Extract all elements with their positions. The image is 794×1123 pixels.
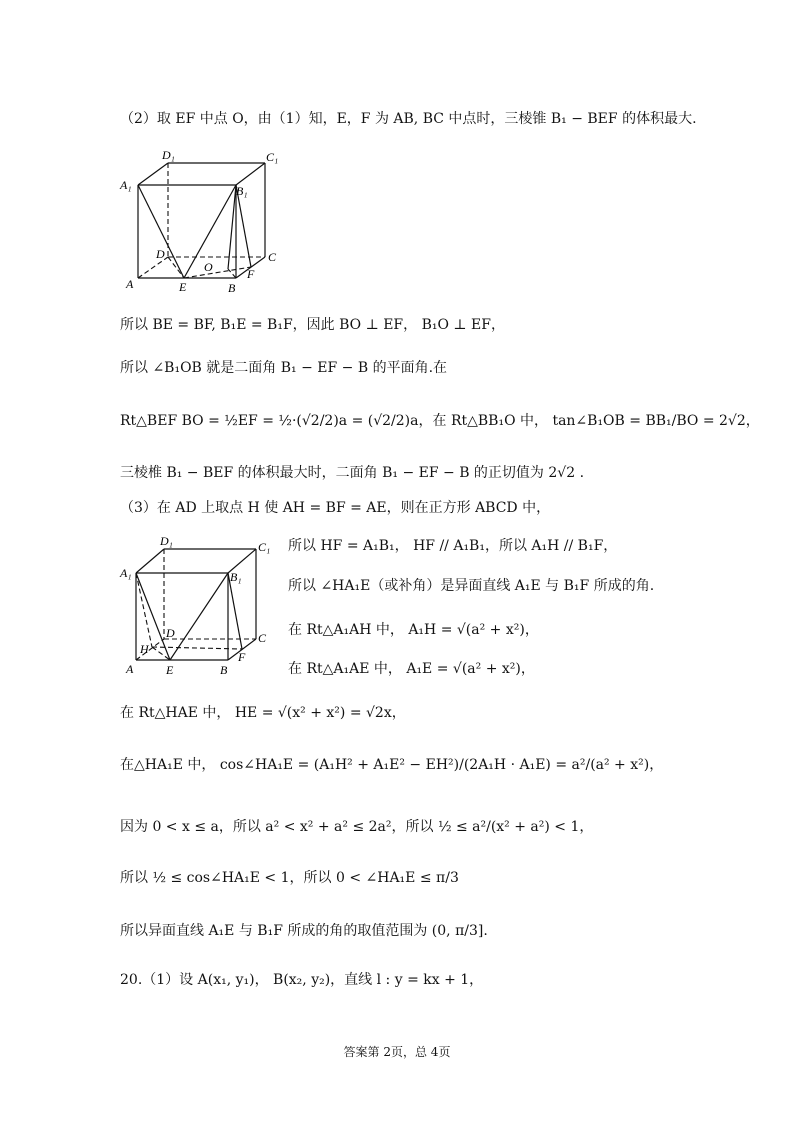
text-line-13: 因为 0 < x ≤ a，所以 a² < x² + a² ≤ 2a²，所以 ½ ≤ a²/(x² + a²) < 1， bbox=[120, 819, 594, 835]
text-line-7: 所以 HF = A₁B₁， HF // A₁B₁，所以 A₁H // B₁F， bbox=[288, 538, 618, 554]
text-line-14: 所以 ½ ≤ cos∠HA₁E < 1，所以 0 < ∠HA₁E ≤ π/3 bbox=[120, 870, 459, 886]
fig2-label-C: C bbox=[258, 631, 267, 645]
fig2-label-H: H bbox=[140, 642, 149, 656]
text-line-12: 在△HA₁E 中， cos∠HA₁E = (A₁H² + A₁E² − EH²)/(2A₁H · A₁E) = a²/(a² + x²)， bbox=[120, 757, 664, 773]
fig2-label-E: E bbox=[166, 663, 174, 677]
fig2-label-D1: D₁ bbox=[160, 534, 173, 548]
text-line-16: 20.（1）设 A(x₁, y₁)， B(x₂, y₂)，直线 l : y = kx + 1， bbox=[120, 972, 484, 988]
fig2-label-B: B bbox=[220, 663, 228, 677]
fig1-label-A: A bbox=[126, 277, 134, 291]
fig2-label-A1: A₁ bbox=[120, 566, 132, 580]
text-line-5: 三棱椎 B₁ − BEF 的体积最大时，二面角 B₁ − EF − B 的正切值为 2√2 . bbox=[120, 465, 585, 481]
fig2-label-C1: C₁ bbox=[258, 540, 271, 554]
text-line-10: 在 Rt△A₁AE 中， A₁E = √(a² + x²)， bbox=[288, 661, 535, 677]
text-line-9: 在 Rt△A₁AH 中， A₁H = √(a² + x²)， bbox=[288, 622, 539, 638]
fig1-label-C: C bbox=[268, 250, 277, 264]
fig2-label-B1: B₁ bbox=[230, 570, 242, 584]
fig1-label-E: E bbox=[179, 280, 187, 294]
cube-figure-1 bbox=[118, 145, 293, 297]
text-line-4: Rt△BEF BO = ½EF = ½·(√2/2)a = (√2/2)a，在 Rt△BB₁O 中， tan∠B₁OB = BB₁/BO = 2√2， bbox=[120, 413, 760, 429]
fig1-label-D1: D₁ bbox=[162, 148, 175, 162]
cube-figure-2 bbox=[118, 533, 283, 678]
page-footer: 答案第 2页，总 4页 bbox=[343, 1045, 451, 1059]
text-line-11: 在 Rt△HAE 中， HE = √(x² + x²) = √2x， bbox=[120, 705, 406, 721]
fig1-label-A1: A₁ bbox=[120, 178, 132, 192]
fig1-label-F: F bbox=[247, 267, 255, 281]
text-line-1: （2）取 EF 中点 O，由（1）知，E，F 为 AB, BC 中点时，三棱锥 B₁ − BEF 的体积最大. bbox=[120, 111, 697, 127]
fig1-label-B1: B₁ bbox=[236, 184, 248, 198]
fig2-label-F: F bbox=[238, 650, 246, 664]
fig1-label-D: D bbox=[156, 247, 165, 261]
text-line-2: 所以 BE = BF, B₁E = B₁F，因此 BO ⊥ EF， B₁O ⊥ EF， bbox=[120, 317, 505, 333]
text-line-15: 所以异面直线 A₁E 与 B₁F 所成的角的取值范围为 (0, π/3]. bbox=[120, 923, 488, 939]
text-line-3: 所以 ∠B₁OB 就是二面角 B₁ − EF − B 的平面角.在 bbox=[120, 360, 448, 376]
text-line-8: 所以 ∠HA₁E（或补角）是异面直线 A₁E 与 B₁F 所成的角. bbox=[288, 578, 655, 594]
fig1-label-B: B bbox=[228, 281, 236, 295]
fig1-label-O: O bbox=[204, 260, 213, 274]
fig2-label-A: A bbox=[126, 662, 134, 676]
fig1-label-C1: C₁ bbox=[266, 150, 279, 164]
fig2-label-D: D bbox=[166, 626, 175, 640]
text-line-6: （3）在 AD 上取点 H 使 AH = BF = AE，则在正方形 ABCD 中， bbox=[120, 500, 551, 516]
